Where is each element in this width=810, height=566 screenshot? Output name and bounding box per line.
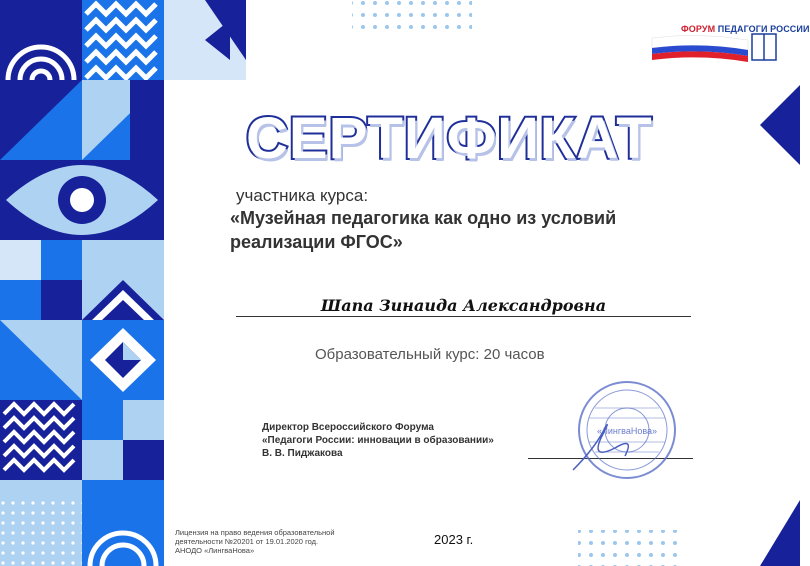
stamp-center-text: «ЛингваНова»	[596, 426, 658, 436]
license-line3: АНОДО «ЛингваНова»	[175, 546, 255, 555]
license-info	[175, 528, 335, 555]
director-title: Директор Всероссийского Форума	[262, 422, 434, 433]
course-title-line1: «Музейная педагогика как одно из условий	[230, 208, 617, 228]
license-line2: деятельности №20201 от 19.01.2020 год.	[175, 537, 319, 546]
director-name: В. В. Пиджакова	[262, 448, 343, 459]
director-block	[262, 421, 494, 460]
participant-name: Шапа Зинаида Александровна	[320, 296, 607, 315]
forum-logo-text	[681, 24, 810, 34]
official-stamp	[565, 378, 685, 488]
course-intro: участника курса:	[236, 186, 369, 205]
course-title-line2: реализации ФГОС»	[230, 232, 403, 252]
certificate-year: 2023 г.	[434, 532, 474, 547]
name-underline	[236, 316, 691, 317]
director-forum: «Педагоги России: инновации в образовании»	[262, 435, 494, 446]
course-hours: Образовательный курс: 20 часов	[315, 346, 545, 363]
license-line1: Лицензия на право ведения образовательной	[175, 528, 335, 537]
certificate-title: СЕРТИФИКАТ	[246, 106, 653, 171]
course-title	[230, 206, 690, 254]
forum-logo-word: ФОРУМ	[681, 24, 716, 34]
forum-logo-name: ПЕДАГОГИ РОССИИ	[717, 24, 810, 34]
forum-logo-graphic	[652, 34, 776, 62]
